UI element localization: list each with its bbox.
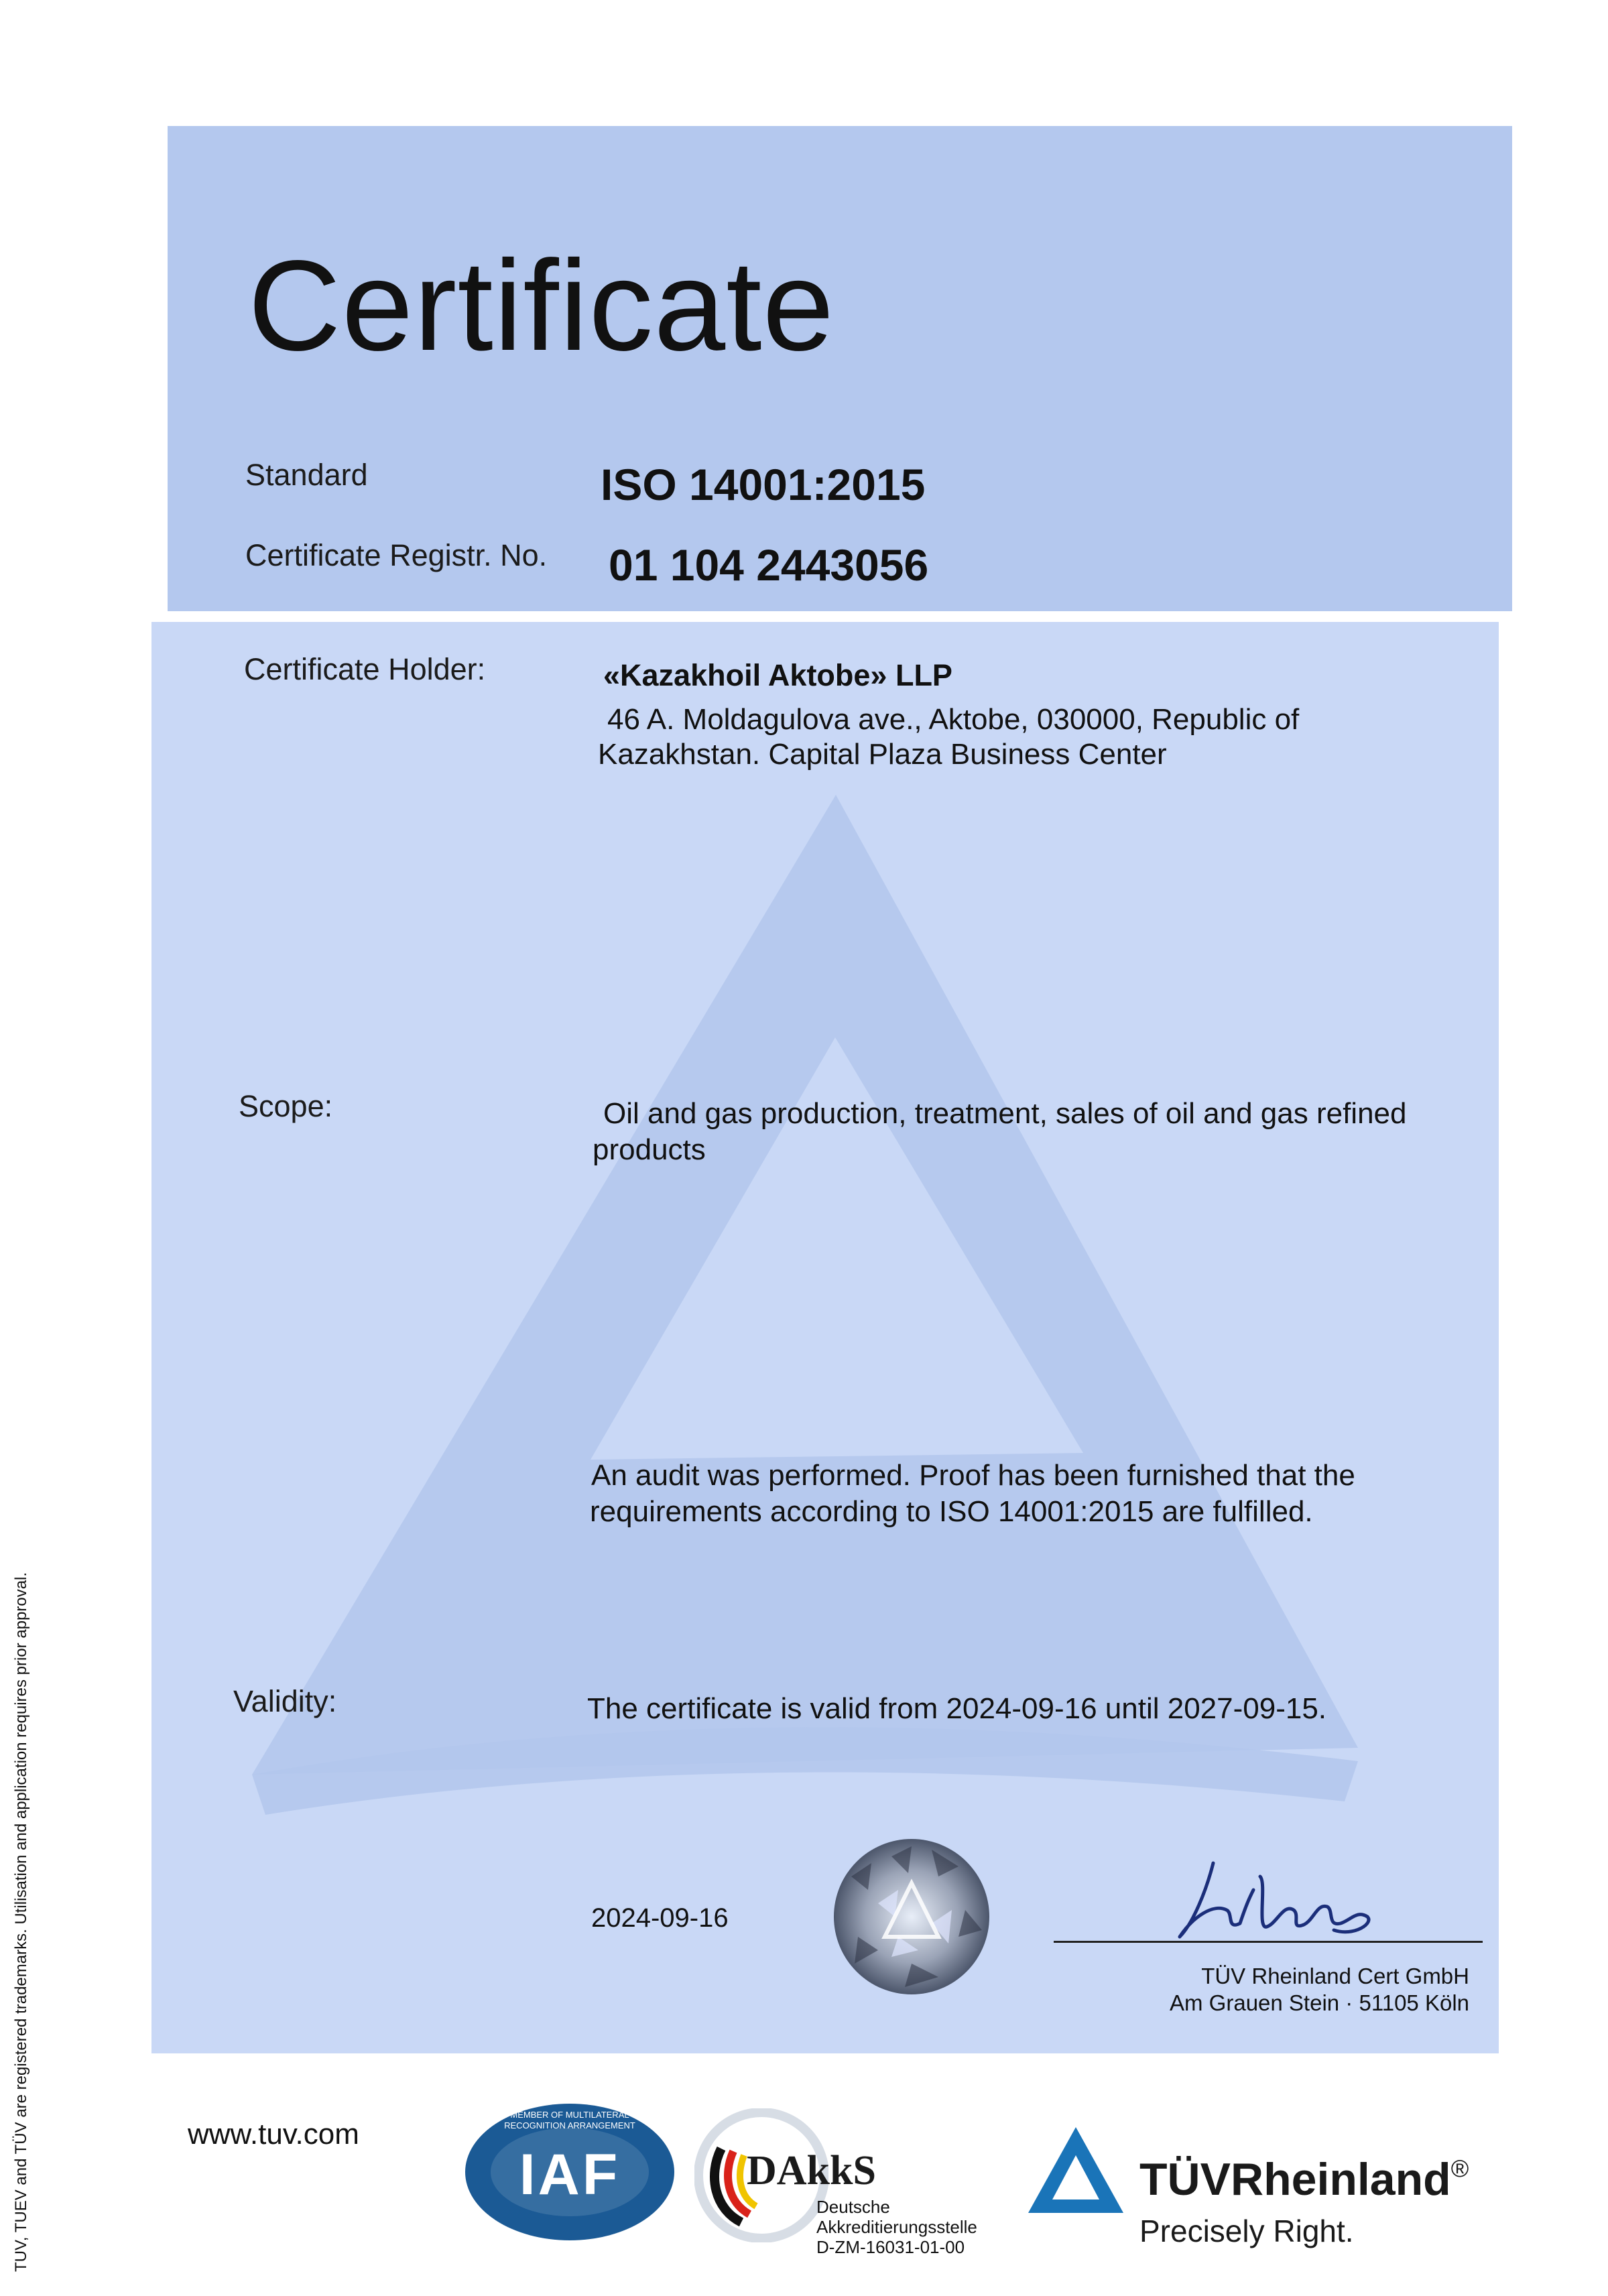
certificate-title: Certificate bbox=[248, 233, 835, 377]
scope-line2: products bbox=[593, 1133, 706, 1166]
website: www.tuv.com bbox=[188, 2118, 359, 2151]
dakks-line3: D-ZM-16031-01-00 bbox=[816, 2237, 965, 2257]
registration-value: 01 104 2443056 bbox=[609, 540, 929, 590]
hologram-seal bbox=[831, 1836, 992, 1997]
issue-date: 2024-09-16 bbox=[591, 1903, 729, 1933]
scope-label: Scope: bbox=[239, 1089, 333, 1123]
standard-value: ISO 14001:2015 bbox=[601, 460, 926, 509]
scope-line1: Oil and gas production, treatment, sales of oil and gas refined bbox=[603, 1097, 1407, 1130]
registration-label: Certificate Registr. No. bbox=[245, 538, 548, 572]
dakks-line1: Deutsche bbox=[816, 2197, 890, 2217]
dakks-label: DAkkS bbox=[747, 2148, 876, 2193]
dakks-line2: Akkreditierungsstelle bbox=[816, 2217, 977, 2237]
validity-label: Validity: bbox=[233, 1684, 337, 1718]
signature bbox=[1166, 1836, 1387, 1950]
holder-label: Certificate Holder: bbox=[244, 652, 486, 686]
holder-name: «Kazakhoil Aktobe» LLP bbox=[603, 658, 952, 692]
trademark-note: TUV, TUEV and TÜV are registered trademarks. Utilisation and application requires prior approval. bbox=[12, 1572, 30, 2272]
tuv-brand-text: TÜVRheinland bbox=[1139, 2154, 1451, 2205]
validity-text: The certificate is valid from 2024-09-16 until 2027-09-15. bbox=[587, 1692, 1327, 1725]
tuv-triangle-icon bbox=[1026, 2124, 1126, 2218]
issuer-name: TÜV Rheinland Cert GmbH bbox=[1201, 1964, 1469, 1988]
iaf-ring-text: MEMBER OF MULTILATERAL RECOGNITION ARRANGEMENT bbox=[504, 2110, 635, 2130]
tuv-tagline: Precisely Right. bbox=[1139, 2214, 1354, 2248]
tuv-brand bbox=[1139, 2154, 1469, 2205]
signature-line bbox=[1054, 1941, 1483, 1943]
standard-label: Standard bbox=[245, 458, 368, 492]
audit-line2: requirements according to ISO 14001:2015 are fulfilled. bbox=[590, 1495, 1313, 1528]
tuv-registered-mark: ® bbox=[1450, 2155, 1469, 2182]
audit-line1: An audit was performed. Proof has been furnished that the bbox=[591, 1459, 1355, 1492]
iaf-label: IAF bbox=[519, 2143, 621, 2207]
iaf-logo bbox=[462, 2102, 677, 2242]
holder-address-line2: Kazakhstan. Capital Plaza Business Center bbox=[598, 738, 1167, 771]
issuer-address: Am Grauen Stein · 51105 Köln bbox=[1170, 1990, 1469, 2015]
holder-address-line1: 46 A. Moldagulova ave., Aktobe, 030000, Republic of bbox=[607, 703, 1300, 736]
